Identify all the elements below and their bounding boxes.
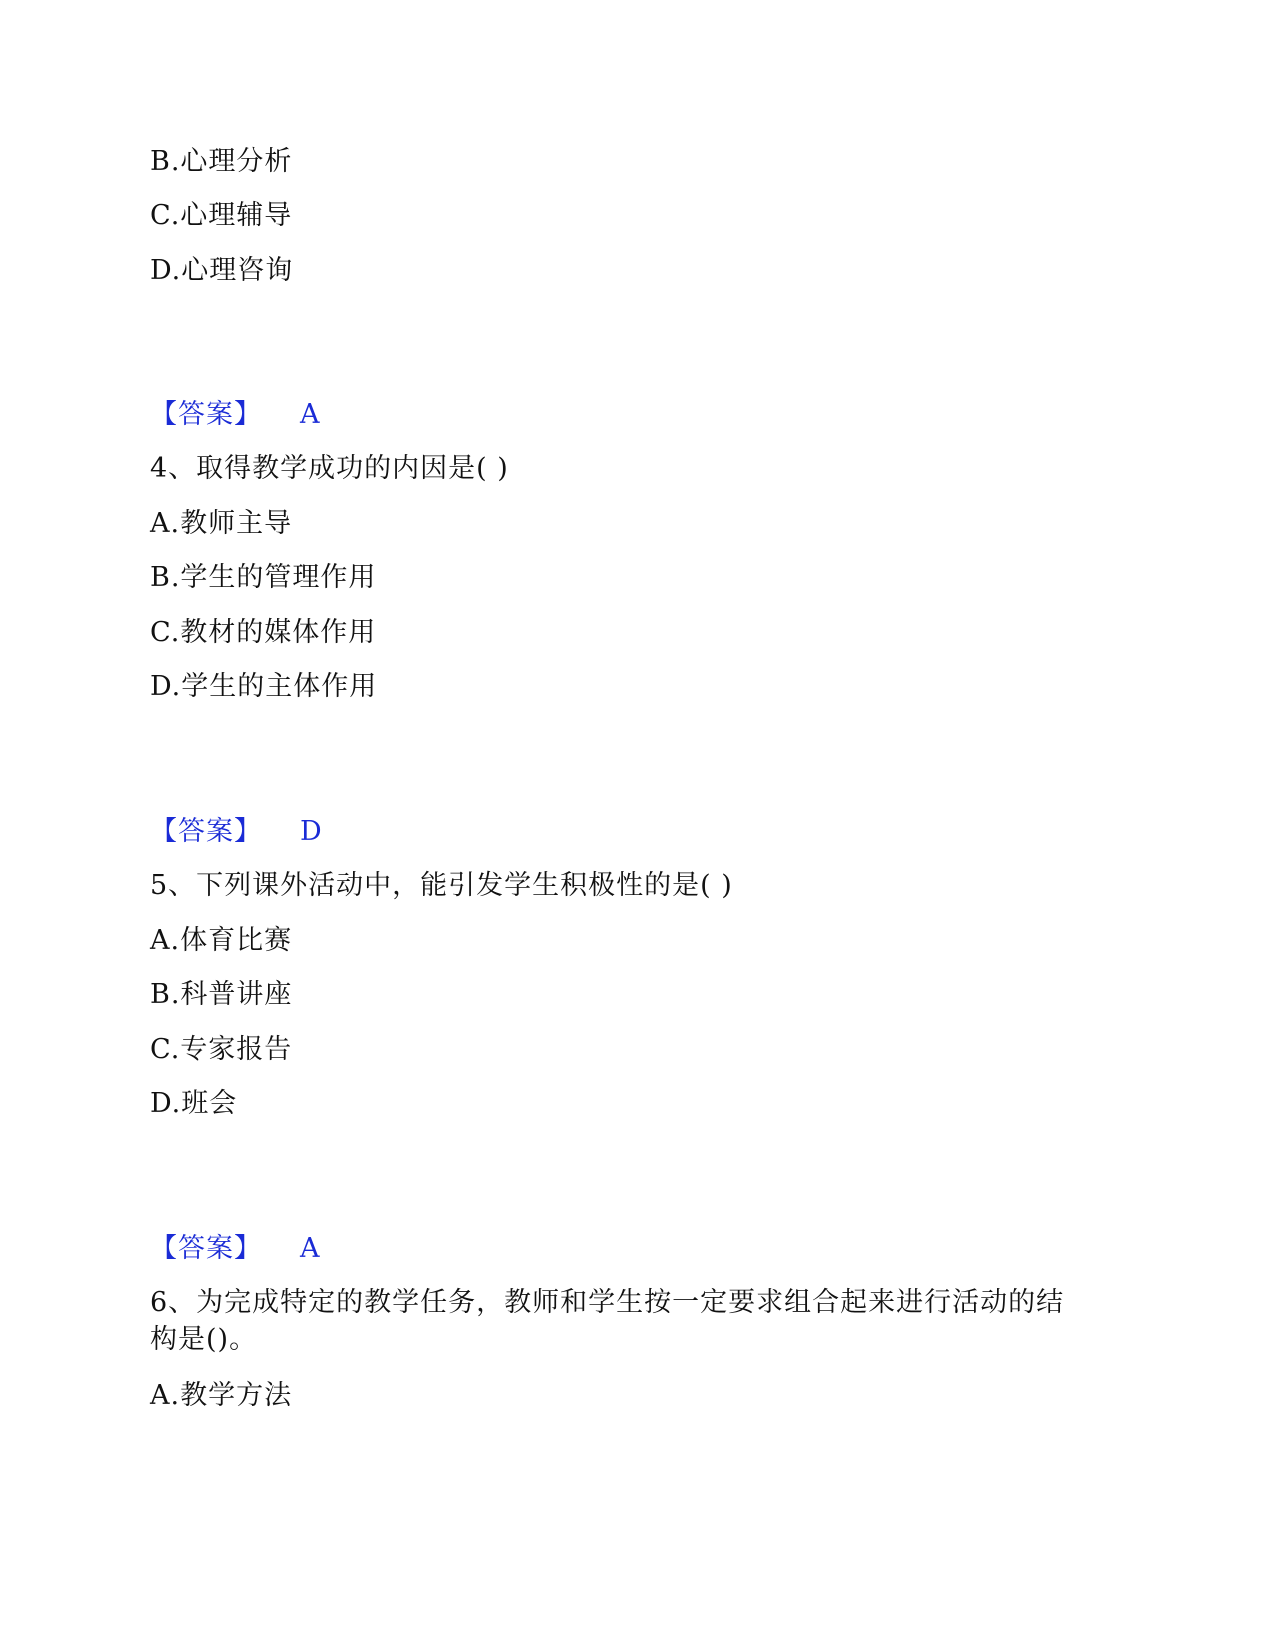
q6-question-line1: 6、为完成特定的教学任务，教师和学生按一定要求组合起来进行活动的结	[150, 1287, 1065, 1318]
q5-option-b: B.科普讲座	[150, 979, 293, 1010]
answer-value: A	[300, 1233, 321, 1264]
q6-question-line2: 构是()。	[150, 1324, 258, 1355]
q5-option-d: D.班会	[150, 1088, 238, 1119]
answer-label: 【答案】	[150, 1233, 262, 1264]
q5-option-a: A.体育比赛	[150, 925, 293, 956]
q3-option-b: B.心理分析	[150, 146, 293, 177]
q3-answer	[150, 397, 321, 433]
q4-answer	[150, 814, 323, 850]
answer-value: D	[300, 816, 323, 847]
answer-label: 【答案】	[150, 816, 262, 847]
q5-option-c: C.专家报告	[150, 1034, 293, 1065]
q4-option-a: A.教师主导	[150, 508, 293, 539]
q4-option-d: D.学生的主体作用	[150, 671, 378, 702]
answer-value: A	[300, 399, 321, 430]
q3-option-c: C.心理辅导	[150, 200, 293, 231]
q5-question: 5、下列课外活动中，能引发学生积极性的是( )	[150, 870, 733, 901]
q4-question: 4、取得教学成功的内因是( )	[150, 453, 509, 484]
q4-option-c: C.教材的媒体作用	[150, 617, 377, 648]
answer-label: 【答案】	[150, 399, 262, 430]
q4-option-b: B.学生的管理作用	[150, 562, 377, 593]
q3-option-d: D.心理咨询	[150, 255, 294, 286]
q6-option-a: A.教学方法	[150, 1380, 293, 1411]
q5-answer	[150, 1231, 321, 1267]
